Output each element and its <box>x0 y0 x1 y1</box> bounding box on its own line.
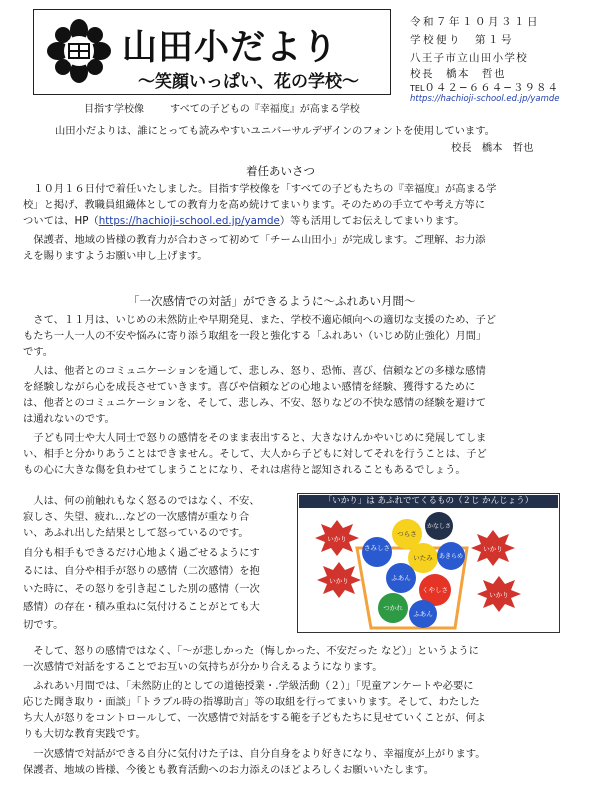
emotion-circle-tsukare <box>378 593 408 623</box>
anger-label: いかり <box>327 535 347 543</box>
svg-text:さみしさ: さみしさ <box>364 544 390 552</box>
school-url-link[interactable]: https://hachioji-school.ed.jp/yamde <box>410 94 560 104</box>
paragraph-line: えを賜りますようお願い申し上げます。 <box>23 250 208 262</box>
paragraph-line: を経験しながら心を成長させていきます。喜びや信頼などの心地よい感情を経験、獲得するために <box>23 381 476 393</box>
paragraph-line: い、相手と分かりあうことはできません。そして、大人から子どもに対してそれを行うことは、子ど <box>23 448 487 460</box>
paragraph-line: ち大人が怒りをコントロールして、一次感情で対話をする範を子どもたちに見せていくことが、何よ <box>23 712 486 724</box>
diagram-title-bar <box>299 495 558 508</box>
newsletter-title: 山田小だより <box>122 28 339 68</box>
paragraph-line: 寂しさ、失望、疲れ…などの一次感情が重なり合 <box>23 511 250 523</box>
paragraph-line: そして、怒りの感情ではなく、「〜が悲しかった（悔しかった、不安だった など）」というように <box>23 645 479 657</box>
svg-text:ふあん: ふあん <box>391 574 411 582</box>
paragraph-line: です。 <box>23 346 54 358</box>
paragraph-line: 感情）の存在・積み重ねに気付けることがとても大 <box>23 601 260 613</box>
paragraph-line: 一次感情で対話ができる自分に気付けた子は、自分自身をより好きになり、幸福度が上がります。 <box>23 748 486 760</box>
svg-text:いたみ: いたみ <box>413 554 433 562</box>
paragraph-line: ふれあい月間では、「未然防止的としての道徳授業・.学級活動（２）」「児童アンケートや必要に <box>23 680 474 692</box>
emotion-cup-illustration <box>299 508 558 632</box>
anger-label: いかり <box>483 545 503 553</box>
emotion-circle-kanashisa <box>425 512 453 540</box>
anger-burst-left-bottom <box>317 562 361 598</box>
paragraph-line: るには、自分や相手が怒りの感情（二次感情）を抱 <box>23 565 260 577</box>
diagram-title: 「いかり」は あふれでてくるもの（２じ かんじょう） <box>323 496 534 506</box>
school-emblem-logo <box>46 18 112 84</box>
tel-prefix: TEL <box>410 84 425 93</box>
intro-signature: 校長 橋本 哲也 <box>451 142 534 154</box>
anger-burst-right-top <box>471 530 515 566</box>
emotion-circle-fuan-2 <box>409 600 437 628</box>
paragraph-line: さて、１１月は、いじめの未然防止や早期発見、また、学校不適応傾向への適切な支援のため、子ど <box>23 314 497 326</box>
tel-number: ０４２−６６４−３９８４ <box>424 82 560 94</box>
header-principal: 校長 橋本 哲也 <box>410 68 506 80</box>
anger-burst-right-bottom <box>477 576 521 612</box>
motto-label: 目指す学校像 <box>84 104 144 115</box>
paragraph-line: 一次感情で対話をすることでお互いの気持ちが分かり合えるようになります。 <box>23 661 383 673</box>
paragraph-line: 人は、他者とのコミュニケーションを通して、悲しみ、怒り、恐怖、喜び、信頼などの多様な感情 <box>23 365 486 377</box>
svg-text:くやしさ: くやしさ <box>422 586 448 594</box>
paragraph-line: もたち一人一人の不安や悩みに寄り添う取組を一段と強化する「ふれあい（いじめ防止強化）月間」 <box>23 330 487 342</box>
emotion-circle-sabishisa <box>362 537 392 567</box>
paragraph-line: 応じた聞き取り・面談」「トラブル時の指導助言」等の取組を行ってまいります。そして、わたした <box>23 696 480 708</box>
telephone <box>410 80 559 95</box>
text-span: ついては、HP（ <box>23 215 99 227</box>
paragraph-line: 保護者、地域の皆様の教育力が合わさって初めて「チーム山田小」が完成します。ご理解、お力添 <box>23 234 486 246</box>
svg-text:つかれ: つかれ <box>383 604 403 612</box>
motto-text: すべての子どもの『幸福度』が高まる学校 <box>170 104 360 115</box>
paragraph-line: りも大切な教育実践です。 <box>23 728 146 740</box>
paragraph-line: いた時に、その怒りを引き起こした別の感情（一次 <box>23 583 260 595</box>
section-heading-fureai: 「一次感情での対話」ができるように〜ふれあい月間〜 <box>128 294 416 308</box>
issue-number: 学校便り 第１号 <box>410 34 514 46</box>
font-note: 山田小だよりは、誰にとっても読みやすいユニバーサルデザインのフォントを使用しています。 <box>55 125 495 137</box>
issue-date: 令和７年１０月３１日 <box>410 16 540 28</box>
svg-text:かなしさ: かなしさ <box>426 523 452 530</box>
svg-text:あきらめ: あきらめ <box>438 553 464 560</box>
paragraph-line: 子ども同士や大人同士で怒りの感情をそのまま表出すると、大きなけんかやいじめに発展してしま <box>23 432 487 444</box>
paragraph-line: １０月１６日付で着任いたしました。目指す学校像を「すべての子どもたちの『幸福度』が高まる学 <box>23 183 497 195</box>
anger-label: いかり <box>489 591 509 599</box>
school-hp-link[interactable]: https://hachioji-school.ed.jp/yamde <box>98 215 280 227</box>
paragraph-line-with-link <box>23 213 464 229</box>
paragraph-line: 校」と掲げ、教職員組織体としての教育力を高め続けてまいります。そのための手立てや考え方等に <box>23 199 486 211</box>
paragraph-line: は、他者とのコミュニケーションを、そして、悲しみ、不安、怒りなどの不快な感情の経験を避けて <box>23 397 487 409</box>
paragraph-line: 切です。 <box>23 619 64 631</box>
section-heading-greeting: 着任あいさつ <box>246 164 315 178</box>
paragraph-line: い、あふれ出した結果として怒っているのです。 <box>23 527 249 539</box>
school-name: 八王子市立山田小学校 <box>410 52 528 64</box>
paragraph-line: 保護者、地域の皆様、今後とも教育活動へのお力添えのほどよろしくお願いいたします。 <box>23 764 435 776</box>
paragraph-line: もの心に大きな傷を負わせてしまうことになり、それは虐待と認知されることもあるでしょう。 <box>23 464 466 476</box>
text-span: ）等も活用してお伝えしてまいります。 <box>279 215 465 227</box>
emotion-circle-fuan <box>386 563 416 593</box>
svg-text:つらさ: つらさ <box>397 530 417 538</box>
paragraph-line: は通れないのです。 <box>23 413 115 425</box>
anger-burst-left-top <box>315 520 359 556</box>
emotion-circle-akirame <box>437 542 465 570</box>
anger-label: いかり <box>329 577 349 585</box>
svg-text:ふあん: ふあん <box>413 610 433 618</box>
paragraph-line: 人は、何の前触れもなく怒るのではなく、不安、 <box>23 495 260 507</box>
paragraph-line: 自分も相手もできるだけ心地よく過ごせるようにす <box>23 547 260 559</box>
newsletter-subtitle: 〜笑顔いっぱい、花の学校〜 <box>138 72 359 92</box>
